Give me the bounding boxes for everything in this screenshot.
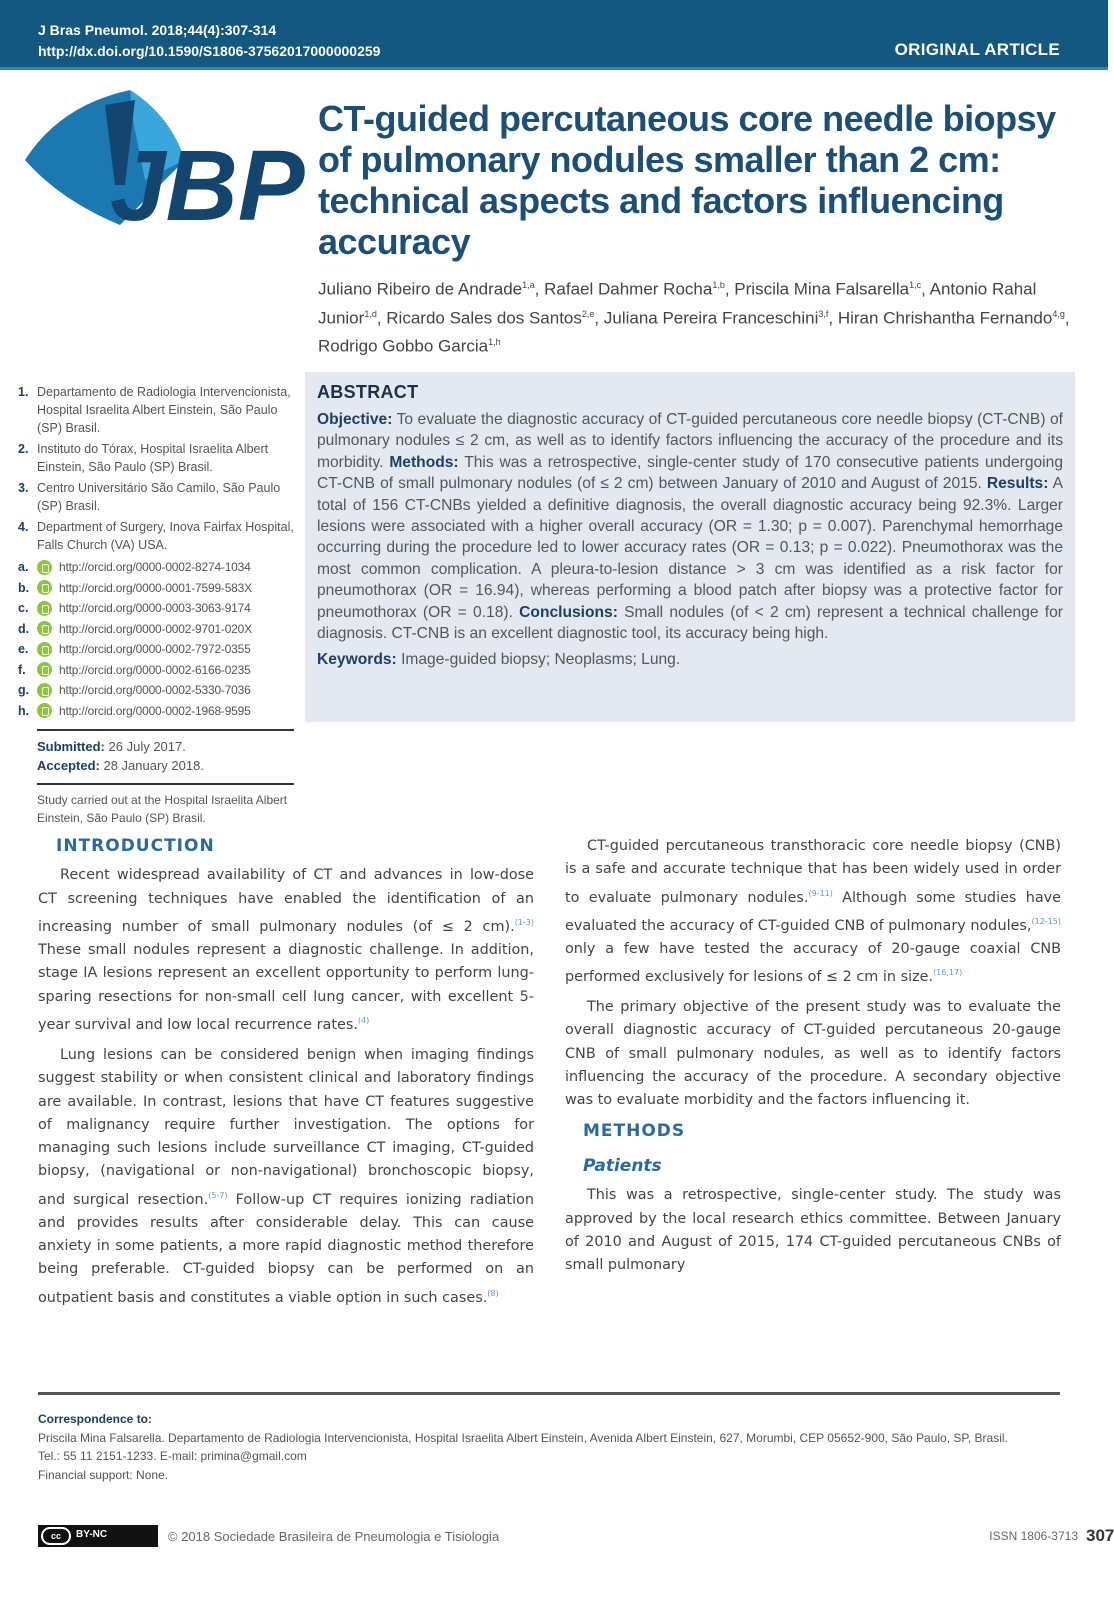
- orcid-letter: b.: [18, 580, 30, 595]
- abstract-section-label: Methods:: [389, 453, 459, 471]
- doi-link[interactable]: http://dx.doi.org/10.1590/S1806-37562017000000259: [38, 43, 381, 59]
- submitted-label: Submitted:: [37, 739, 105, 754]
- correspondence: [38, 1410, 1068, 1484]
- author-separator: ,: [534, 279, 545, 299]
- author-name: Ricardo Sales dos Santos: [386, 308, 582, 328]
- abstract-section-label: Results:: [986, 475, 1049, 493]
- body-paragraph: [565, 1184, 1061, 1277]
- orcid-item: [18, 660, 294, 681]
- author-list: [318, 273, 1088, 359]
- orcid-item: [18, 701, 294, 722]
- cc-license-badge[interactable]: [38, 1525, 158, 1547]
- orcid-item: [18, 680, 294, 701]
- orcid-item: [18, 557, 294, 578]
- section-heading: INTRODUCTION: [56, 836, 215, 856]
- abstract-section-label: Conclusions:: [519, 603, 618, 621]
- citation-reference[interactable]: (9-11): [808, 888, 833, 898]
- author-separator: ,: [828, 308, 838, 328]
- journal-header: [0, 0, 1108, 70]
- author-separator: ,: [1064, 308, 1070, 328]
- footer-divider: [38, 1392, 1060, 1395]
- affiliation-number: 1.: [18, 385, 29, 399]
- author-separator: ,: [921, 279, 930, 299]
- correspondence-address: Priscila Mina Falsarella. Departamento de Radiologia Intervencionista, Hospital Israelita Albert Einstein, Avenida Albert Einstein, 627, Morumbi, CEP 05652-900, São Paulo, SP, Brasil.: [38, 1430, 1008, 1445]
- citation-reference[interactable]: (8): [487, 1288, 499, 1298]
- orcid-letter: d.: [18, 621, 30, 636]
- orcid-link[interactable]: http://orcid.org/0000-0002-7972-0355: [59, 642, 251, 657]
- journal-citation: J Bras Pneumol. 2018;44(4):307-314: [38, 22, 277, 38]
- author-affiliation-marker: 1,d: [364, 308, 377, 319]
- orcid-icon: [37, 560, 52, 575]
- paragraph-text: CT-guided percutaneous transthoracic core needle biopsy (CNB) is a safe and accurate technique that has been widely used in order to evaluate pulmonary nodules.: [565, 838, 1061, 906]
- orcid-link[interactable]: http://orcid.org/0000-0002-1968-9595: [59, 703, 251, 718]
- orcid-item: [18, 598, 294, 619]
- divider: [37, 729, 294, 731]
- abstract-heading: ABSTRACT: [317, 382, 419, 402]
- body-column-left: [38, 835, 534, 1317]
- keywords-text: Image-guided biopsy; Neoplasms; Lung.: [396, 651, 681, 669]
- author-name: Rodrigo Gobbo Garcia: [318, 336, 489, 356]
- affiliation-number: 2.: [18, 442, 29, 456]
- copyright: © 2018 Sociedade Brasileira de Pneumologia e Tisiologia: [168, 1529, 500, 1544]
- affiliations: [18, 383, 294, 554]
- paragraph-text: Although some studies have evaluated the accuracy of CT-guided CNB of pulmonary nodules,: [565, 889, 1062, 934]
- abstract-section-text: A total of 156 CT-CNBs yielded a definitive diagnosis, the overall diagnostic accuracy being 92.3%. Larger lesions were associated with a higher overall accuracy (OR = 1.30; p = 0.007). Parenchymal hemorrhage occurring during the procedure led to lower accuracy rates (OR = 0.13; p = 0.022). Pneumothorax was the most common complication. A pleura-to-lesion distance > 3 cm was identified as a risk factor for pneumothorax (OR = 16.94), whereas performing a blood patch after biopsy was a protective factor for pneumothorax (OR = 0.18).: [317, 475, 1063, 621]
- orcid-link[interactable]: http://orcid.org/0000-0003-3063-9174: [59, 601, 251, 616]
- author-name: Rafael Dahmer Rocha: [544, 279, 713, 299]
- cc-icon: cc: [41, 1527, 71, 1545]
- subsection-heading: Patients: [583, 1155, 662, 1176]
- abstract-section-text: Small nodules (of < 2 cm) represent a technical challenge for diagnosis. CT-CNB is an excellent diagnostic tool, its accuracy being high.: [317, 603, 1063, 643]
- license-label: BY-NC: [76, 1529, 108, 1540]
- article-type: ORIGINAL ARTICLE: [894, 40, 1060, 59]
- affiliation-text: Department of Surgery, Inova Fairfax Hospital, Falls Church (VA) USA.: [37, 520, 294, 552]
- affiliation-item: [18, 518, 294, 554]
- keywords: [317, 649, 1063, 670]
- author-affiliation-marker: 1,h: [488, 337, 501, 348]
- orcid-letter: h.: [18, 703, 30, 718]
- page-footer: [38, 1525, 1114, 1549]
- author-name: Juliano Ribeiro de Andrade: [318, 279, 523, 299]
- author-name: Juliana Pereira Franceschini: [603, 308, 819, 328]
- orcid-icon: [37, 580, 52, 595]
- orcid-letter: g.: [18, 683, 30, 698]
- body-paragraph: [565, 996, 1061, 1112]
- svg-text:JBP: JBP: [110, 130, 305, 242]
- citation-reference[interactable]: (1-3): [514, 917, 534, 927]
- abstract-section-label: Objective:: [317, 411, 393, 428]
- correspondence-heading: Correspondence to:: [38, 1412, 153, 1426]
- affiliation-item: [18, 440, 294, 476]
- dates: [37, 737, 294, 775]
- submitted-date: 26 July 2017.: [108, 739, 186, 754]
- orcid-list: [18, 557, 294, 721]
- section-heading: METHODS: [583, 1120, 686, 1141]
- abstract-section-text: This was a retrospective, single-center study of 170 consecutive patients undergoing CT-CNB of small pulmonary nodules (of ≤ 2 cm) between January of 2010 and August of 2015.: [317, 453, 1063, 493]
- paragraph-text: These small nodules represent a diagnostic challenge. In addition, stage IA lesions represent an excellent opportunity to perform lung-sparing resections for non-small cell lung cancer, with excellent 5-year survival and low local recurrence rates.: [38, 941, 534, 1033]
- orcid-link[interactable]: http://orcid.org/0000-0002-5330-7036: [59, 683, 251, 698]
- citation-reference[interactable]: (12-15): [1031, 916, 1061, 926]
- author-name: Antonio Rahal Junior: [318, 279, 1037, 328]
- orcid-link[interactable]: http://orcid.org/0000-0002-8274-1034: [59, 560, 251, 575]
- paragraph-text: This was a retrospective, single-center study. The study was approved by the local research ethics committee. Between January of 2010 and August of 2015, 174 CT-guided percutaneous CNBs of small pulmonary: [565, 1187, 1061, 1274]
- accepted-date: 28 January 2018.: [103, 758, 204, 773]
- author-affiliation-marker: 3,f: [818, 308, 829, 319]
- issn: ISSN 1806-3713: [989, 1529, 1078, 1543]
- author-name: Priscila Mina Falsarella: [734, 279, 910, 299]
- affiliation-number: 3.: [18, 481, 29, 495]
- body-paragraph: [565, 835, 1061, 989]
- paragraph-text: The primary objective of the present study was to evaluate the overall diagnostic accuracy of CT-guided percutaneous 20-gauge CNB of small pulmonary nodules, as well as to identify factors influencing the accuracy of the procedure. A secondary objective was to evaluate morbidity and the factors influencing it.: [565, 999, 1061, 1109]
- orcid-item: [18, 619, 294, 640]
- orcid-link[interactable]: http://orcid.org/0000-0001-7599-583X: [59, 580, 252, 595]
- abstract-body: [317, 409, 1063, 644]
- affiliation-item: [18, 479, 294, 515]
- orcid-icon: [37, 683, 52, 698]
- author-affiliation-marker: 1,a: [522, 280, 535, 290]
- author-affiliation-marker: 4,g: [1052, 308, 1065, 319]
- abstract-box: [305, 372, 1075, 722]
- affiliation-item: [18, 383, 294, 437]
- orcid-letter: a.: [18, 560, 29, 575]
- author-affiliation-marker: 1,c: [909, 280, 922, 290]
- orcid-link[interactable]: http://orcid.org/0000-0002-9701-020X: [59, 621, 252, 636]
- study-note: Study carried out at the Hospital Israelita Albert Einstein, São Paulo (SP) Brasil.: [37, 793, 288, 825]
- accepted-label: Accepted:: [37, 758, 100, 773]
- orcid-icon: [37, 601, 52, 616]
- divider: [37, 783, 294, 785]
- body-column-right: [565, 835, 1061, 1284]
- paragraph-text: Lung lesions can be considered benign when imaging findings suggest stability or when consistent clinical and laboratory findings are available. In contrast, lesions that have CT features suggestive of malignancy require further investigation. The options for managing such lesions include surveillance CT imaging, CT-guided biopsy, (navigational or non-navigational) bronchoscopic biopsy, and surgical resection.: [38, 1046, 534, 1208]
- orcid-icon: [37, 642, 52, 657]
- affiliation-text: Centro Universitário São Camilo, São Paulo (SP) Brasil.: [37, 481, 281, 513]
- author-affiliation-marker: 2,e: [581, 308, 595, 319]
- orcid-icon: [37, 662, 52, 677]
- orcid-item: [18, 639, 294, 660]
- paragraph-text: Recent widespread availability of CT and advances in low-dose CT screening techniques have enabled the identification of an increasing number of small pulmonary nodules (of ≤ 2 cm).: [38, 867, 534, 935]
- keywords-label: Keywords:: [317, 651, 397, 669]
- author-separator: ,: [594, 308, 604, 328]
- orcid-letter: c.: [18, 601, 29, 616]
- author-name: Hiran Chrishantha Fernando: [837, 308, 1053, 328]
- orcid-link[interactable]: http://orcid.org/0000-0002-6166-0235: [59, 662, 251, 677]
- body-paragraph: [38, 864, 534, 1037]
- citation-reference[interactable]: (16,17): [933, 968, 963, 978]
- author-separator: ,: [376, 308, 387, 328]
- body-paragraph: [38, 1044, 534, 1310]
- citation-reference[interactable]: (4): [357, 1015, 370, 1025]
- sidebar: [18, 383, 294, 827]
- abstract-section-text: To evaluate the diagnostic accuracy of CT-guided percutaneous core needle biopsy (CT-CNB) of pulmonary nodules ≤ 2 cm, as well as to identify factors influencing the accuracy of the procedure and its morbidity.: [317, 411, 1063, 471]
- page-number: 307: [1086, 1526, 1114, 1545]
- orcid-letter: e.: [18, 642, 29, 657]
- paragraph-text: Follow-up CT requires ionizing radiation and provides results after considerable delay. This can cause anxiety in some patients, a more rapid diagnostic method therefore being preferable. CT-guided biopsy can be performed on an outpatient basis and constitutes a viable option in such cases.: [38, 1191, 534, 1306]
- affiliation-text: Instituto do Tórax, Hospital Israelita Albert Einstein, São Paulo (SP) Brasil.: [37, 442, 269, 474]
- article-title: CT-guided percutaneous core needle biopsy of pulmonary nodules smaller than 2 cm: technical aspects and factors influencing accuracy: [318, 98, 1056, 262]
- citation-reference[interactable]: (5-7): [208, 1190, 228, 1200]
- orcid-icon: [37, 621, 52, 636]
- jbp-logo: [20, 85, 305, 250]
- orcid-item: [18, 578, 294, 599]
- author-affiliation-marker: 1,b: [712, 280, 725, 290]
- author-separator: ,: [724, 279, 735, 299]
- financial-support: Financial support: None.: [38, 1467, 169, 1482]
- paragraph-text: only a few have tested the accuracy of 20-gauge coaxial CNB performed exclusively for lesions of ≤ 2 cm in size.: [565, 940, 1061, 985]
- affiliation-number: 4.: [18, 520, 29, 534]
- affiliation-text: Departamento de Radiologia Intervencionista, Hospital Israelita Albert Einstein, São Paulo (SP) Brasil.: [37, 385, 291, 435]
- orcid-letter: f.: [18, 662, 26, 677]
- correspondence-contact: Tel.: 55 11 2151-1233. E-mail: primina@gmail.com: [38, 1449, 307, 1463]
- orcid-icon: [37, 703, 52, 718]
